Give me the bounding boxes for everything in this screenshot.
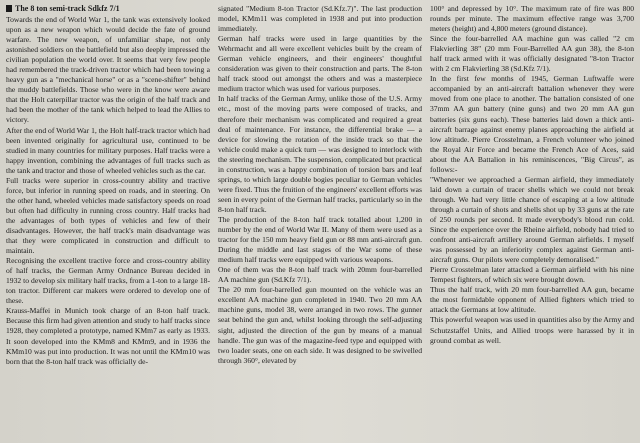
paragraph: 100° and depressed by 10°. The maximum rate of fire was 800 rounds per minute. The maximum effective range was 3,700 meters (height) and 4,800 meters (ground distance). [430,4,634,34]
paragraph: In the first few months of 1945, German Luftwaffe were accompanied by an anti-aircraft battalion whenever they were moved from one place to another. The battalion consisted of one 37mm AA gun battery (nine guns) and two 20 mm AA gun batteries (six guns each). These batteries laid down a thick anti-aircraft barrage against enemy planes approaching the airfield at low altitude. Pierre Crosstelman, a French volunteer who joined the Royal Air Force and became the French Ace of Aces, said about the AA Battalion in his reminiscences, "Big Circus", as follows:- [430,74,634,174]
paragraph: signated "Medium 8-ton Tractor (Sd.Kfz.7)". The last production model, KMm11 was completed in 1938 and put into production immediately. [218,4,422,34]
paragraph: "Whenever we approached a German airfield, they immediately laid down a curtain of tracer shells which we could not break through. We had very little chance of escaping at a low altitude through a curtain of shots and shells shot up by 33 guns at the rate of 250 rounds per second. It made everybody's blood run cold. Since the experience over the Rheine airfield, nobody had tried to confront anti-aircraft artillery around German airfields. I myself was possessed by an inferiority complex against German anti-aircraft guns. Our pilots were completely demoralised." [430,174,634,265]
paragraph: Pierre Crosstelman later attacked a German airfield with his nine Tempest fighters, of which six were brought down. [430,265,634,285]
paragraph: The 20 mm four-barrelled gun mounted on the vehicle was an excellent AA machine gun completed in 1940. Two 20 mm AA machine guns, model 38, were arranged in two rows. The gunner seat behind the gun and, whilst looking through the self-adjusting sight, adjusted the direction of the gun by means of a manual handle. The gun was of the magazine-feed type and equipped with two loader seats, one on each side. It was designed to be swivelled through 360°, elevated by [218,285,422,365]
paragraph: Recognising the excellent tractive force and cross-country ability of half tracks, the German Army Ordnance Bureau decided in 1932 to develop six military half tracks, from a 1-ton to a large 18-ton tractor. Different car makers were ordered to develop one of these. [6,256,210,306]
paragraph: The production of the 8-ton half track totalled about 1,200 in number by the end of World War II. Many of them were used as a tractor for the 150 mm heavy field gun or 88 mm anti-aircraft gun. During the middle and last stages of the War some of these medium half tracks were equipped with various weapons. [218,214,422,265]
article-title [6,4,210,14]
paragraph: Thus the half track, with 20 mm four-barrelled AA gun, became the most formidable opponent of Allied fighters which tried to attack the Germans at low altitude. [430,285,634,315]
paragraph: After the end of World War 1, the Holt half-track tractor which had been invented originally for agricultural use, continued to be studied in many countries for military purposes. Half tracks were a happy invention, combining the advantages of full tracks such as the tank and tractor and those of wheeled vehicles such as the car. [6,125,210,175]
paragraph: In half tracks of the German Army, unlike those of the U.S. Army etc., most of the moving parts were composed of tracks, and therefore their mechanism was complicated and required a great deal of maintenance. For instance, the differential brake — a device for slowing the rotation of the inside track so that the vehicle could make a quick turn — was designed to interlock with the steering mechanism. The suspension, complicated but practical in construction, was a happy combination of torsion bars and leaf springs, to which large double bogies peculiar to German vehicles were fixed. Thus the fruition of the engineers' excellent efforts was seen in every point of the German half tracks, particularly so in the 8-ton half track. [218,94,422,214]
paragraph: Towards the end of World War 1, the tank was extensively looked upon as a new weapon which would decide the fate of ground warfare. The new weapon, of unfamiliar shape, not only astonished soldiers on the battlefield but also deeply impressed the civilian population the world over. It seems that very few people had remembered the track-driven tractor which had been towing a heavy gun as a "mechanical horse" or as a "scene-shifter" behind the muddy battlefields. Those who were in the know were aware that the Holt caterpillar tractor was the origin of the half track and had been the mother of the tank which helped to lead the Allies to victory. [6,15,210,125]
column-2 [218,4,422,441]
paragraph: German half tracks were used in large quantities by the Wehrmacht and all were excellent vehicles built by the cream of German vehicle engineers, and their engineers' thoughtful consideration was given to their construction and parts. The 8-ton half track stood out amongst the others and was a masterpiece medium tractor which was used for various purposes. [218,34,422,94]
article-title-text: The 8 ton semi-track Sdkfz 7/1 [15,4,120,13]
column-3 [430,4,634,441]
column-1 [6,4,210,441]
title-marker [6,5,12,12]
paragraph: Since the four-barrelled AA machine gun was called "2 cm Flakvierling 38" (20 mm Four-Barrelled AA gun 38), the 8-ton half track armed with it was officially designated "8-ton Tractor with 2 cm Flakvierling 38 (Sd.Kfz 7/1). [430,34,634,74]
paragraph: This powerful weapon was used in quantities also by the Army and Schutzstaffel Units, and Allied troops were harassed by it in ground combat as well. [430,315,634,345]
paragraph: Krauss-Maffei in Munich took charge of an 8-ton half track. Because this firm had given attention and study to half tracks since 1928, they completed a prototype, named KMm7 as early as 1933. It soon developed into the KMm8 and KMm9, and in 1936 the KMm10 was put into production. It was not until the KMm10 was born that the 8-ton half track was officially de- [6,306,210,366]
paragraph: One of them was the 8-ton half track with 20mm four-barrelled AA machine gun (Sd.Kfz 7/1). [218,265,422,285]
paragraph: Full tracks were superior in cross-country ability and tractive force, but inferior in running speed on roads, and in steering. On the other hand, wheeled vehicles made satisfactory speeds on road but often had difficulty in running cross country. Half tracks had the advantages of both types of vehicles and few of their disadvantages. However, the half track's main disadvantage was that they were complicated in construction and difficult to maintain. [6,175,210,256]
